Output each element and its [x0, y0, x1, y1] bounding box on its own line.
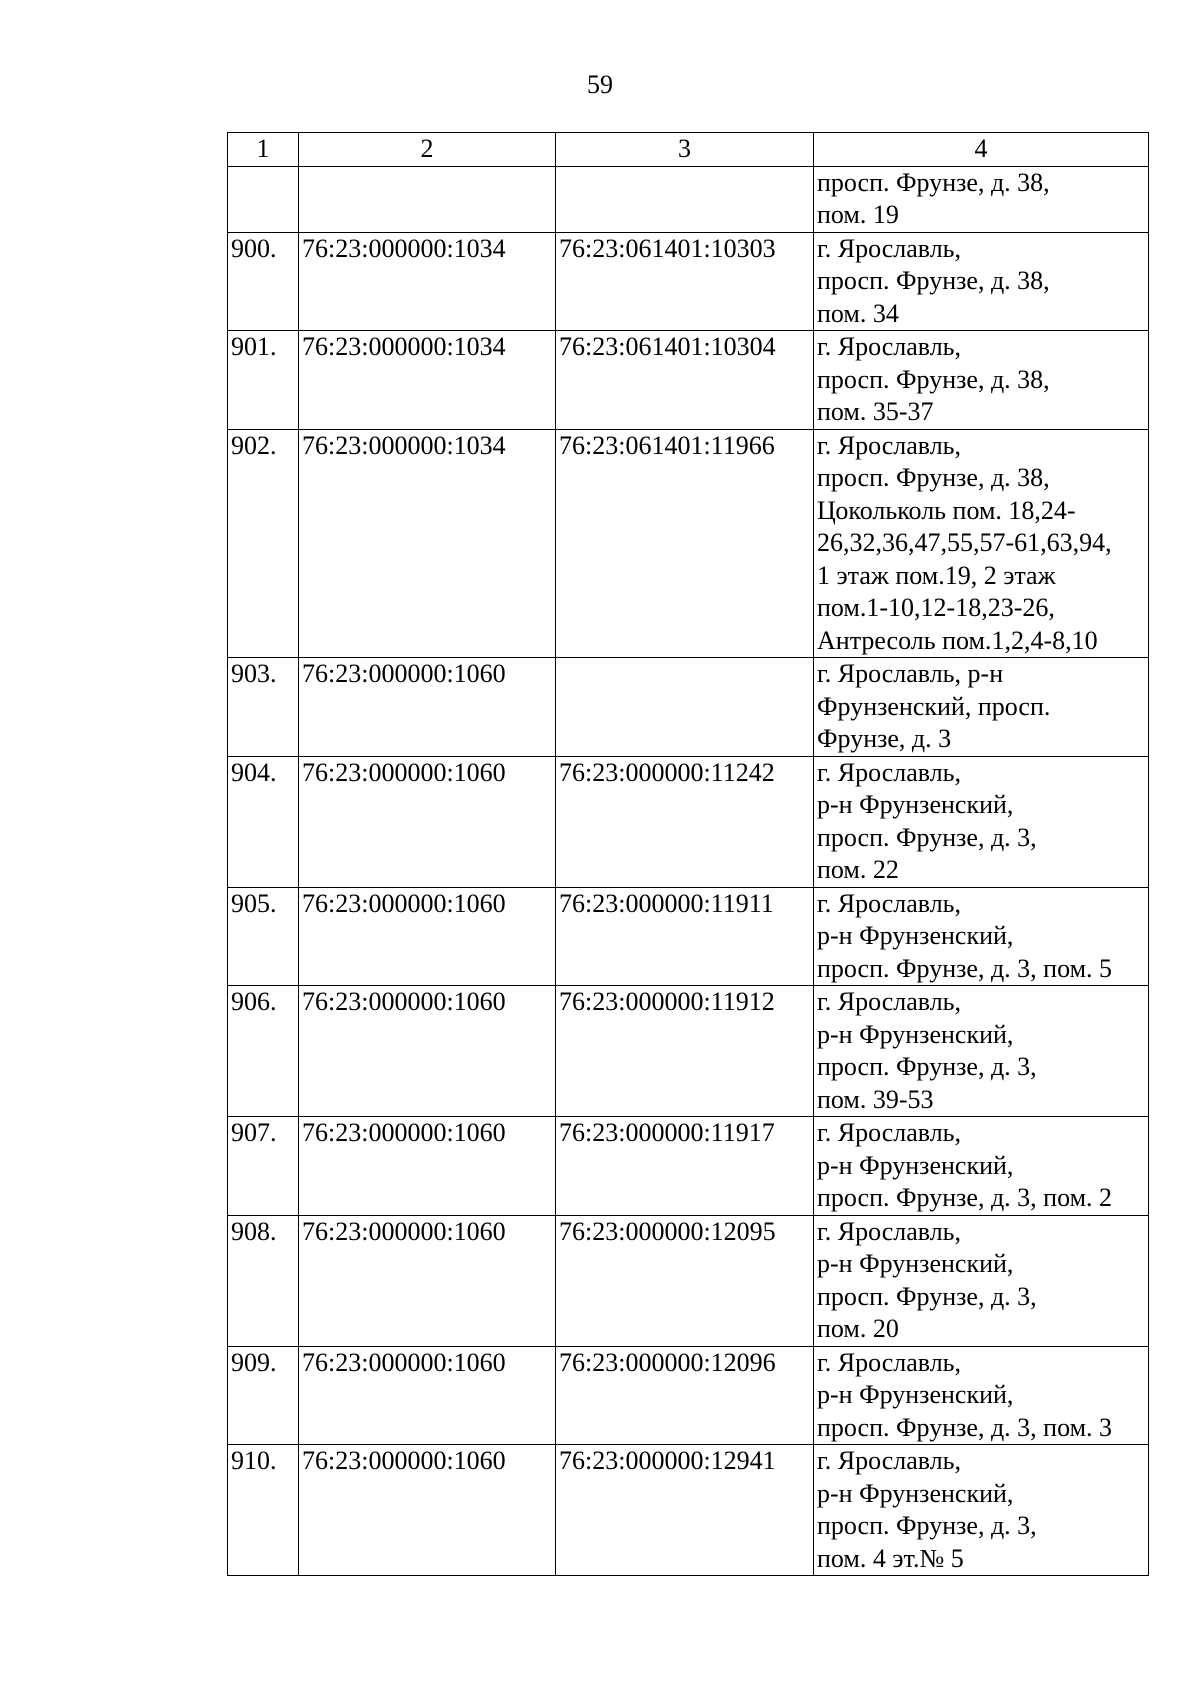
address-line: Антресоль пом.1,2,4-8,10 — [817, 625, 1098, 655]
address-line: просп. Фрунзе, д. 3, — [817, 1511, 1037, 1540]
cadastral-number-col3: 76:23:061401:11966 — [556, 429, 814, 658]
address-line: г. Ярославль, р-н — [817, 659, 1004, 688]
table-row — [228, 331, 1149, 430]
address-cell — [814, 1215, 1149, 1346]
address-line: просп. Фрунзе, д. 3, — [817, 1281, 1037, 1311]
address-line: р-н Фрунзенский, — [817, 1380, 1014, 1409]
table-row — [228, 756, 1149, 887]
cadastral-number-col3: 76:23:000000:12095 — [556, 1215, 814, 1346]
address-line: просп. Фрунзе, д. 38, — [817, 463, 1050, 492]
row-number: 901. — [228, 331, 299, 430]
address-line: просп. Фрунзе, д. 38, — [817, 364, 1050, 394]
cadastral-number-col3: 76:23:061401:10304 — [556, 331, 814, 430]
address-cell — [814, 756, 1149, 887]
address-line: пом. 4 эт.№ 5 — [817, 1543, 964, 1573]
address-line: пом. 19 — [817, 200, 899, 229]
table-row — [228, 429, 1149, 658]
cadastral-number-col2: 76:23:000000:1060 — [299, 986, 556, 1117]
row-number: 904. — [228, 756, 299, 887]
cadastral-number-col3: 76:23:061401:10303 — [556, 232, 814, 331]
cadastral-number-col2: 76:23:000000:1060 — [299, 1215, 556, 1346]
address-line: пом. 39-53 — [817, 1084, 934, 1114]
address-cell — [814, 429, 1149, 658]
row-number: 908. — [228, 1215, 299, 1346]
address-cell — [814, 1445, 1149, 1576]
row-number: 903. — [228, 658, 299, 757]
table-header — [228, 133, 1149, 167]
address-line: Фрунзе, д. 3 — [817, 724, 952, 753]
cadastral-number-col3 — [556, 166, 814, 232]
column-header-3: 3 — [556, 133, 814, 167]
address-line: г. Ярославль, — [817, 430, 962, 460]
address-line: пом. 22 — [817, 855, 899, 884]
cadastral-number-col2: 76:23:000000:1034 — [299, 232, 556, 331]
table-row — [228, 1117, 1149, 1216]
address-line: пом. 35-37 — [817, 397, 934, 426]
table-row — [228, 166, 1149, 232]
address-line: г. Ярославль, — [817, 1216, 962, 1246]
address-line: просп. Фрунзе, д. 38, — [817, 167, 1050, 197]
page-number: 59 — [587, 70, 613, 99]
address-cell — [814, 166, 1149, 232]
row-number: 906. — [228, 986, 299, 1117]
cadastral-number-col3: 76:23:000000:11917 — [556, 1117, 814, 1216]
row-number: 907. — [228, 1117, 299, 1216]
address-line: р-н Фрунзенский, — [817, 1249, 1014, 1278]
table-row — [228, 1445, 1149, 1576]
row-number: 905. — [228, 887, 299, 986]
address-line: р-н Фрунзенский, — [817, 790, 1014, 819]
address-line: г. Ярославль, — [817, 1347, 962, 1377]
address-line: просп. Фрунзе, д. 3, — [817, 822, 1037, 852]
address-line: г. Ярославль, — [817, 1118, 962, 1147]
row-number: 910. — [228, 1445, 299, 1576]
address-cell — [814, 331, 1149, 430]
cadastral-number-col2: 76:23:000000:1060 — [299, 1117, 556, 1216]
address-line: 1 этаж пом.19, 2 этаж — [817, 560, 1056, 590]
header-row — [228, 133, 1149, 167]
table-row — [228, 658, 1149, 757]
address-line: просп. Фрунзе, д. 3, пом. 5 — [817, 953, 1113, 983]
cadastral-number-col3: 76:23:000000:11911 — [556, 887, 814, 986]
cadastral-number-col2: 76:23:000000:1060 — [299, 1445, 556, 1576]
address-line: Фрунзенский, просп. — [817, 691, 1051, 721]
address-line: р-н Фрунзенский, — [817, 1478, 1014, 1508]
row-number — [228, 166, 299, 232]
column-header-4: 4 — [814, 133, 1149, 167]
column-header-1: 1 — [228, 133, 299, 167]
cadastral-number-col2: 76:23:000000:1034 — [299, 429, 556, 658]
address-line: просп. Фрунзе, д. 38, — [817, 266, 1050, 295]
address-line: пом.1-10,12-18,23-26, — [817, 593, 1055, 622]
row-number: 909. — [228, 1346, 299, 1445]
address-cell — [814, 986, 1149, 1117]
address-line: г. Ярославль, — [817, 757, 962, 787]
address-line: 26,32,36,47,55,57-61,63,94, — [817, 528, 1112, 557]
registry-table — [227, 132, 1149, 1576]
row-number: 900. — [228, 232, 299, 331]
address-line: г. Ярославль, — [817, 332, 962, 361]
cadastral-number-col2 — [299, 166, 556, 232]
cadastral-number-col3: 76:23:000000:11242 — [556, 756, 814, 887]
address-line: р-н Фрунзенский, — [817, 921, 1014, 950]
table-body — [228, 166, 1149, 1576]
address-line: г. Ярославль, — [817, 888, 962, 918]
address-line: пом. 34 — [817, 298, 899, 328]
address-line: Цокольколь пом. 18,24- — [817, 495, 1076, 525]
address-line: г. Ярославль, — [817, 1446, 962, 1475]
column-header-2: 2 — [299, 133, 556, 167]
cadastral-number-col2: 76:23:000000:1034 — [299, 331, 556, 430]
table-row — [228, 986, 1149, 1117]
table-row — [228, 1346, 1149, 1445]
cadastral-number-col2: 76:23:000000:1060 — [299, 756, 556, 887]
address-line: просп. Фрунзе, д. 3, пом. 2 — [817, 1183, 1113, 1212]
address-cell — [814, 1117, 1149, 1216]
table-row — [228, 887, 1149, 986]
cadastral-number-col2: 76:23:000000:1060 — [299, 658, 556, 757]
address-line: пом. 20 — [817, 1314, 899, 1343]
cadastral-number-col2: 76:23:000000:1060 — [299, 1346, 556, 1445]
address-cell — [814, 887, 1149, 986]
address-line: г. Ярославль, — [817, 233, 962, 263]
cadastral-number-col3 — [556, 658, 814, 757]
address-cell — [814, 232, 1149, 331]
cadastral-number-col3: 76:23:000000:11912 — [556, 986, 814, 1117]
table-row — [228, 232, 1149, 331]
address-cell — [814, 1346, 1149, 1445]
cadastral-number-col2: 76:23:000000:1060 — [299, 887, 556, 986]
address-line: р-н Фрунзенский, — [817, 1019, 1014, 1049]
address-line: р-н Фрунзенский, — [817, 1150, 1014, 1180]
cadastral-number-col3: 76:23:000000:12096 — [556, 1346, 814, 1445]
address-cell — [814, 658, 1149, 757]
address-line: г. Ярославль, — [817, 987, 962, 1016]
address-line: просп. Фрунзе, д. 3, пом. 3 — [817, 1412, 1113, 1442]
address-line: просп. Фрунзе, д. 3, — [817, 1052, 1037, 1081]
cadastral-number-col3: 76:23:000000:12941 — [556, 1445, 814, 1576]
table-row — [228, 1215, 1149, 1346]
row-number: 902. — [228, 429, 299, 658]
